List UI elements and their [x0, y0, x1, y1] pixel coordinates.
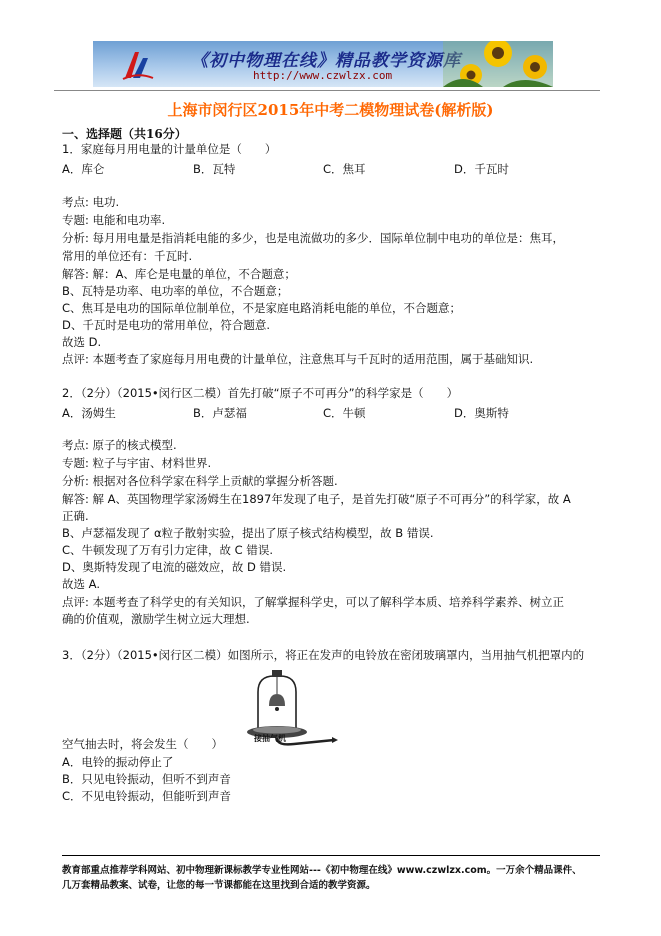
q2-option-b: B．卢瑟福	[193, 406, 247, 420]
q1-stem: 1．家庭每月用电量的计量单位是（ ）	[62, 142, 277, 156]
q1-option-b: B．瓦特	[193, 162, 236, 176]
banner-title: 《初中物理在线》精品教学资源库	[191, 51, 461, 71]
q1-option-d: D．千瓦时	[454, 162, 509, 176]
q2-analysis-line: 考点: 原子的核式模型.	[62, 438, 177, 452]
q3-option-a: A．电铃的振动停止了	[62, 755, 174, 769]
section-heading: 一、选择题（共16分）	[62, 127, 187, 141]
q1-analysis-line: B、瓦特是功率、电功率的单位，不合题意；	[62, 284, 289, 298]
q2-analysis-line: D、奥斯特发现了电流的磁效应，故 D 错误.	[62, 560, 287, 574]
q2-analysis-line: 故选 A.	[62, 577, 100, 591]
footer-line: 教育部重点推荐学科网站、初中物理新课标教学专业性网站---《初中物理在线》www.czwlzx.com。一万余个精品课件、	[62, 865, 582, 876]
q1-analysis-line: 考点: 电功.	[62, 195, 120, 209]
sunflower-image	[443, 41, 553, 87]
site-logo-icon	[121, 48, 155, 82]
q2-stem: 2．（2分）（2015•闵行区二模）首先打破“原子不可再分”的科学家是（ ）	[62, 386, 459, 400]
q3-stem-continued: 空气抽去时，将会发生（ ）	[62, 737, 223, 751]
q2-analysis-line: 确的价值观，激励学生树立远大理想.	[62, 612, 250, 626]
q2-option-a: A．汤姆生	[62, 406, 116, 420]
q1-analysis-line: C、焦耳是电功的国际单位制单位，不是家庭电路消耗电能的单位，不合题意；	[62, 301, 462, 315]
header-banner	[93, 41, 553, 87]
q1-option-a: A．库仑	[62, 162, 105, 176]
q2-analysis-line: 正确.	[62, 509, 89, 523]
q3-option-b: B．只见电铃振动，但听不到声音	[62, 772, 231, 786]
q2-analysis-line: 点评: 本题考查了科学史的有关知识，了解掌握科学史，可以了解科学本质、培养科学素养、树立正	[62, 595, 565, 609]
q1-analysis-line: 故选 D.	[62, 335, 102, 349]
q3-stem: 3．（2分）（2015•闵行区二模）如图所示，将正在发声的电铃放在密闭玻璃罩内，当用抽气机把罩内的	[62, 648, 585, 662]
q1-analysis-line: 解答: 解：A、库仑是电量的单位，不合题意；	[62, 267, 296, 281]
q1-analysis-line: 点评: 本题考查了家庭每月用电费的计量单位，注意焦耳与千瓦时的适用范围，属于基础知识.	[62, 352, 534, 366]
q2-analysis-line: C、牛顿发现了万有引力定律，故 C 错误.	[62, 543, 274, 557]
document-title: 上海市闵行区2015年中考二模物理试卷(解析版)	[167, 101, 494, 119]
q2-analysis-line: 分析: 根据对各位科学家在科学上贡献的掌握分析答题.	[62, 474, 338, 488]
q2-analysis-line: 专题: 粒子与宇宙、材料世界.	[62, 456, 212, 470]
footer-line: 几万套精品教案、试卷，让您的每一节课都能在这里找到合适的教学资源。	[62, 880, 376, 891]
q1-analysis-line: 专题: 电能和电功率.	[62, 213, 166, 227]
figure-label: 接抽气机	[254, 734, 286, 743]
banner-url: http://www.czwlzx.com	[253, 69, 393, 82]
q2-analysis-line: B、卢瑟福发现了 α粒子散射实验，提出了原子核式结构模型，故 B 错误.	[62, 526, 434, 540]
q1-option-c: C．焦耳	[323, 162, 366, 176]
q3-option-c: C．不见电铃振动，但能听到声音	[62, 789, 232, 803]
q1-analysis-line: D、千瓦时是电功的常用单位，符合题意.	[62, 318, 271, 332]
q1-analysis-line: 分析: 每月用电量是指消耗电能的多少，也是电流做功的多少．国际单位制中电功的单位是：焦耳，	[62, 231, 565, 245]
q1-analysis-line: 常用的单位还有：千瓦时.	[62, 249, 193, 263]
q2-option-d: D．奥斯特	[454, 406, 509, 420]
footer-rule	[62, 855, 600, 856]
q2-option-c: C．牛顿	[323, 406, 366, 420]
q2-analysis-line: 解答: 解 A、英国物理学家汤姆生在1897年发现了电子，是首先打破“原子不可再分”的科学家，故 A	[62, 492, 571, 506]
header-rule	[54, 90, 600, 91]
